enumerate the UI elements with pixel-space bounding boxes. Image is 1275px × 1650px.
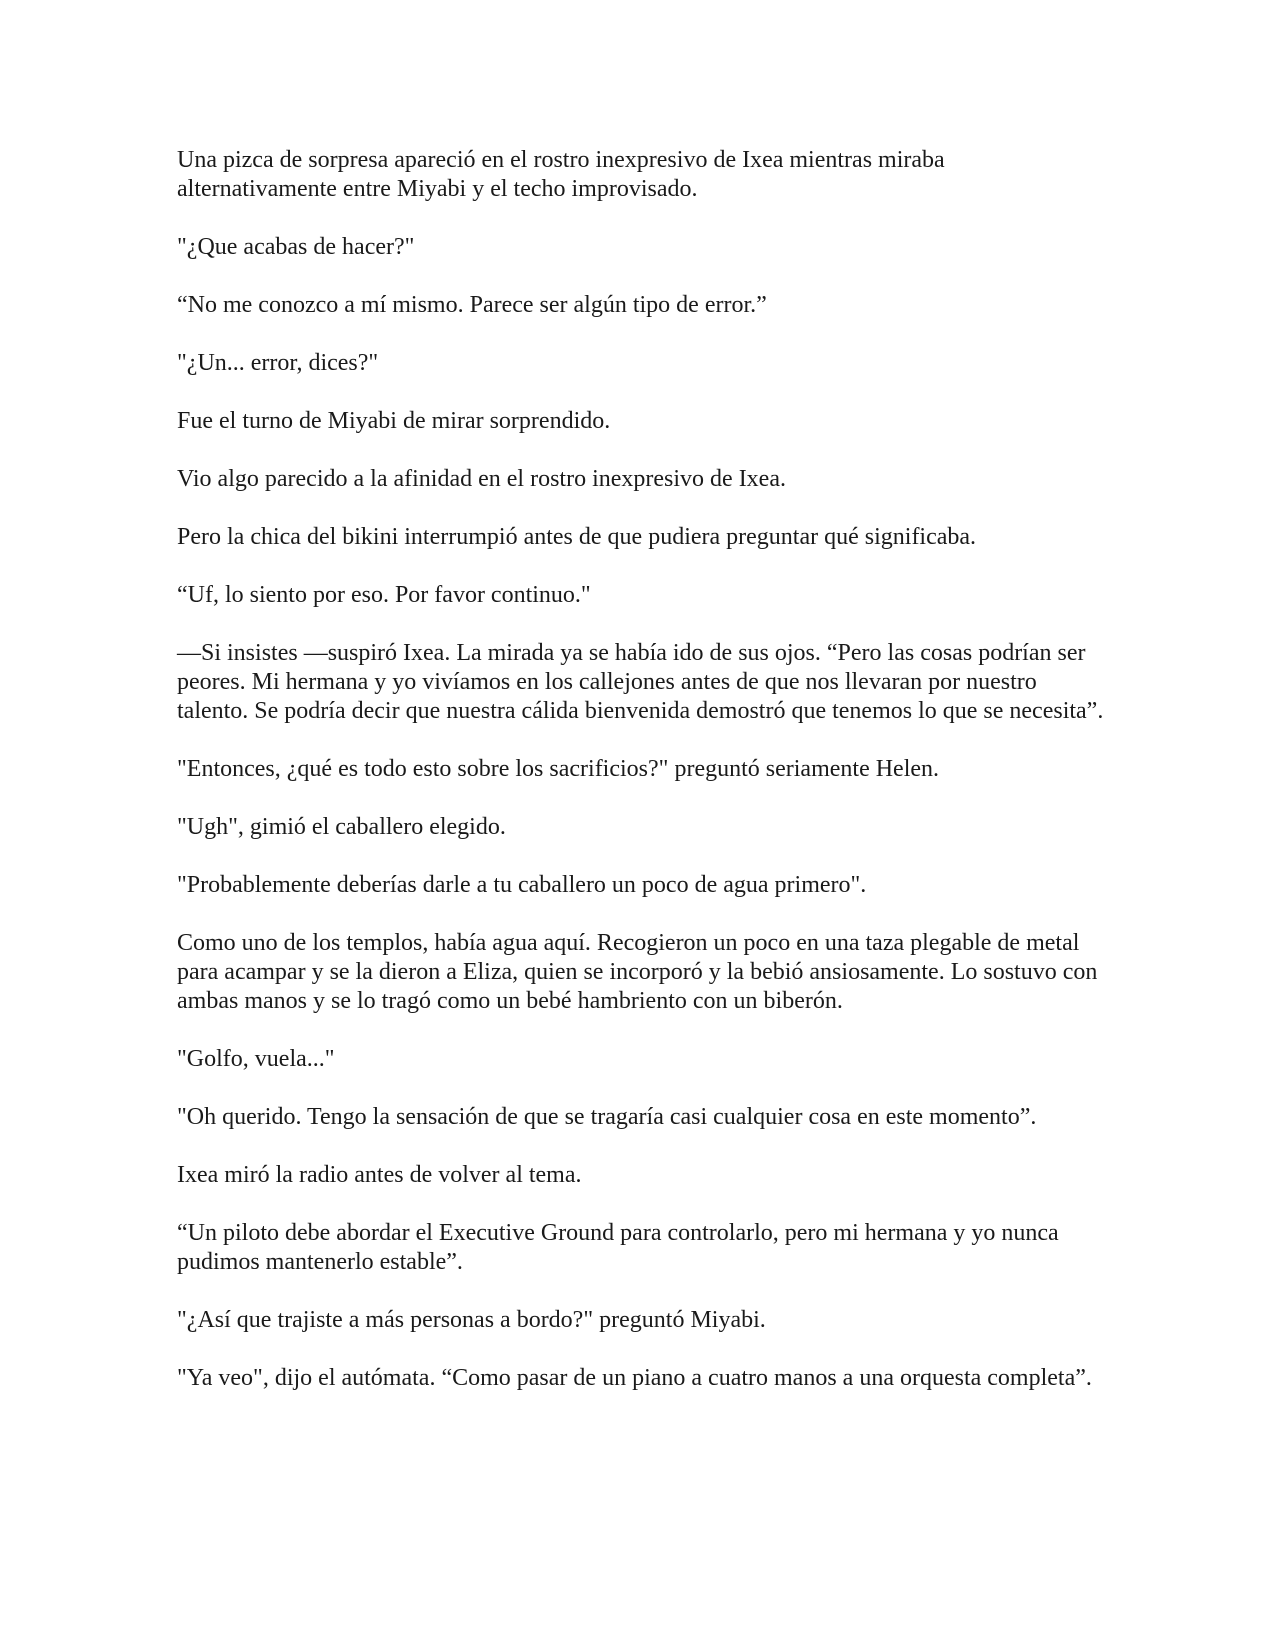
paragraph: Vio algo parecido a la afinidad en el rostro inexpresivo de Ixea. [177, 466, 786, 492]
paragraph: "¿Así que trajiste a más personas a bordo?" preguntó Miyabi. [177, 1307, 766, 1333]
paragraph: Pero la chica del bikini interrumpió antes de que pudiera preguntar qué significaba. [177, 524, 977, 550]
document-body [177, 146, 1107, 1422]
paragraph: Fue el turno de Miyabi de mirar sorprendido. [177, 408, 611, 434]
paragraph: "Ya veo", dijo el autómata. “Como pasar de un piano a cuatro manos a una orquesta completa”. [177, 1365, 1092, 1391]
paragraph: Una pizca de sorpresa apareció en el rostro inexpresivo de Ixea mientras miraba alternativamente entre Miyabi y el techo improvisado. [177, 147, 945, 202]
paragraph: Ixea miró la radio antes de volver al tema. [177, 1162, 582, 1188]
paragraph: "Probablemente deberías darle a tu caballero un poco de agua primero". [177, 872, 867, 898]
paragraph: “No me conozco a mí mismo. Parece ser algún tipo de error.” [177, 292, 767, 318]
paragraph: “Uf, lo siento por eso. Por favor continuo." [177, 582, 591, 608]
paragraph: "¿Un... error, dices?" [177, 350, 379, 376]
paragraph: "Golfo, vuela..." [177, 1046, 335, 1072]
paragraph: “Un piloto debe abordar el Executive Ground para controlarlo, pero mi hermana y yo nunca pudimos mantenerlo estable”. [177, 1220, 1059, 1275]
paragraph: Como uno de los templos, había agua aquí. Recogieron un poco en una taza plegable de metal para acampar y se la dieron a Eliza, quien se incorporó y la bebió ansiosamente. Lo sostuvo con ambas manos y se lo tragó como un bebé hambriento con un biberón. [177, 930, 1098, 1014]
paragraph: "Entonces, ¿qué es todo esto sobre los sacrificios?" preguntó seriamente Helen. [177, 756, 940, 782]
paragraph: "Ugh", gimió el caballero elegido. [177, 814, 506, 840]
paragraph: "¿Que acabas de hacer?" [177, 234, 415, 260]
paragraph: —Si insistes —suspiró Ixea. La mirada ya se había ido de sus ojos. “Pero las cosas podrían ser peores. Mi hermana y yo vivíamos en los callejones antes de que nos llevaran por nuestro talento. Se podría decir que nuestra cálida bienvenida demostró que tenemos lo que se necesita”. [177, 640, 1104, 724]
paragraph: "Oh querido. Tengo la sensación de que se tragaría casi cualquier cosa en este momento”. [177, 1104, 1037, 1130]
